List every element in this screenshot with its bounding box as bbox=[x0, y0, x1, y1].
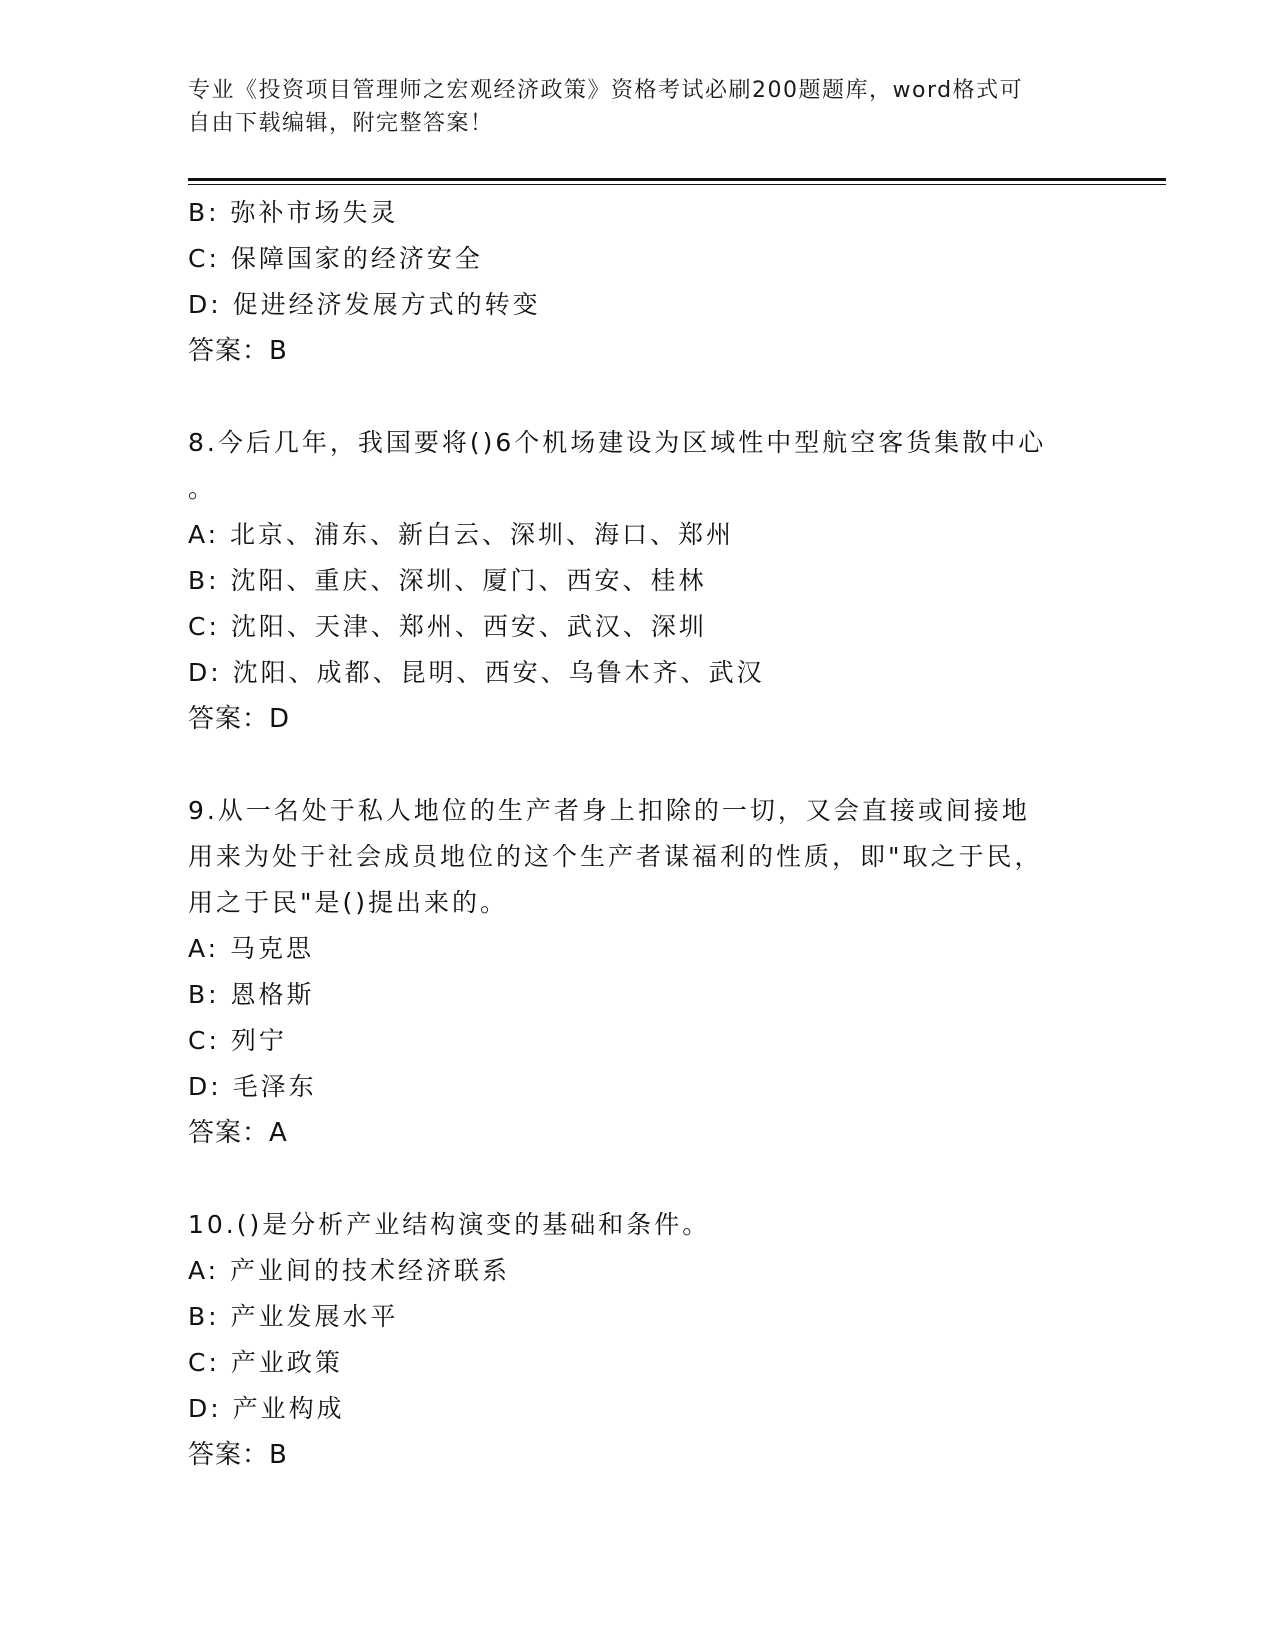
document-body bbox=[188, 190, 1088, 1478]
header-line-2: 自由下载编辑，附完整答案！ bbox=[188, 111, 494, 136]
option-d: D: 产业构成 bbox=[188, 1394, 345, 1423]
option-b: B: 沈阳、重庆、深圳、厦门、西安、桂林 bbox=[188, 566, 707, 595]
answer: 答案：D bbox=[188, 704, 291, 734]
header-divider-thin bbox=[188, 184, 1166, 185]
option-d: D: 沈阳、成都、昆明、西安、乌鲁木齐、武汉 bbox=[188, 658, 765, 687]
option-c: C: 沈阳、天津、郑州、西安、武汉、深圳 bbox=[188, 612, 707, 641]
option-a: A: 产业间的技术经济联系 bbox=[188, 1256, 511, 1285]
question-stem-line: 用来为处于社会成员地位的这个生产者谋福利的性质，即"取之于民， bbox=[188, 842, 1043, 871]
option-c: C: 列宁 bbox=[188, 1026, 287, 1055]
answer: 答案：B bbox=[188, 336, 288, 366]
question-stem-line: 10.()是分析产业结构演变的基础和条件。 bbox=[188, 1210, 711, 1239]
option-b: B: 产业发展水平 bbox=[188, 1302, 399, 1331]
document-header bbox=[188, 74, 1088, 140]
option-c: C: 保障国家的经济安全 bbox=[188, 244, 483, 273]
question-block-9 bbox=[188, 788, 1088, 1156]
option-d: D: 促进经济发展方式的转变 bbox=[188, 290, 541, 319]
question-stem-line: 。 bbox=[188, 474, 217, 503]
option-a: A: 北京、浦东、新白云、深圳、海口、郑州 bbox=[188, 520, 735, 549]
option-d: D: 毛泽东 bbox=[188, 1072, 317, 1101]
option-b: B: 恩格斯 bbox=[188, 980, 315, 1009]
spacer bbox=[188, 742, 1088, 788]
option-c: C: 产业政策 bbox=[188, 1348, 343, 1377]
question-block-10 bbox=[188, 1202, 1088, 1478]
spacer bbox=[188, 374, 1088, 420]
option-a: A: 马克思 bbox=[188, 934, 315, 963]
header-line-1: 专业《投资项目管理师之宏观经济政策》资格考试必刷200题题库，word格式可 bbox=[188, 78, 1024, 103]
answer: 答案：B bbox=[188, 1440, 288, 1470]
question-block-8 bbox=[188, 420, 1088, 742]
question-stem-line: 8.今后几年，我国要将()6个机场建设为区域性中型航空客货集散中心 bbox=[188, 428, 1047, 457]
question-stem-line: 9.从一名处于私人地位的生产者身上扣除的一切，又会直接或间接地 bbox=[188, 796, 1030, 825]
option-b: B: 弥补市场失灵 bbox=[188, 198, 399, 227]
spacer bbox=[188, 1156, 1088, 1202]
answer: 答案：A bbox=[188, 1118, 288, 1148]
question-block-7 bbox=[188, 190, 1088, 374]
question-stem-line: 用之于民"是()提出来的。 bbox=[188, 888, 509, 917]
header-divider-thick bbox=[188, 178, 1166, 181]
